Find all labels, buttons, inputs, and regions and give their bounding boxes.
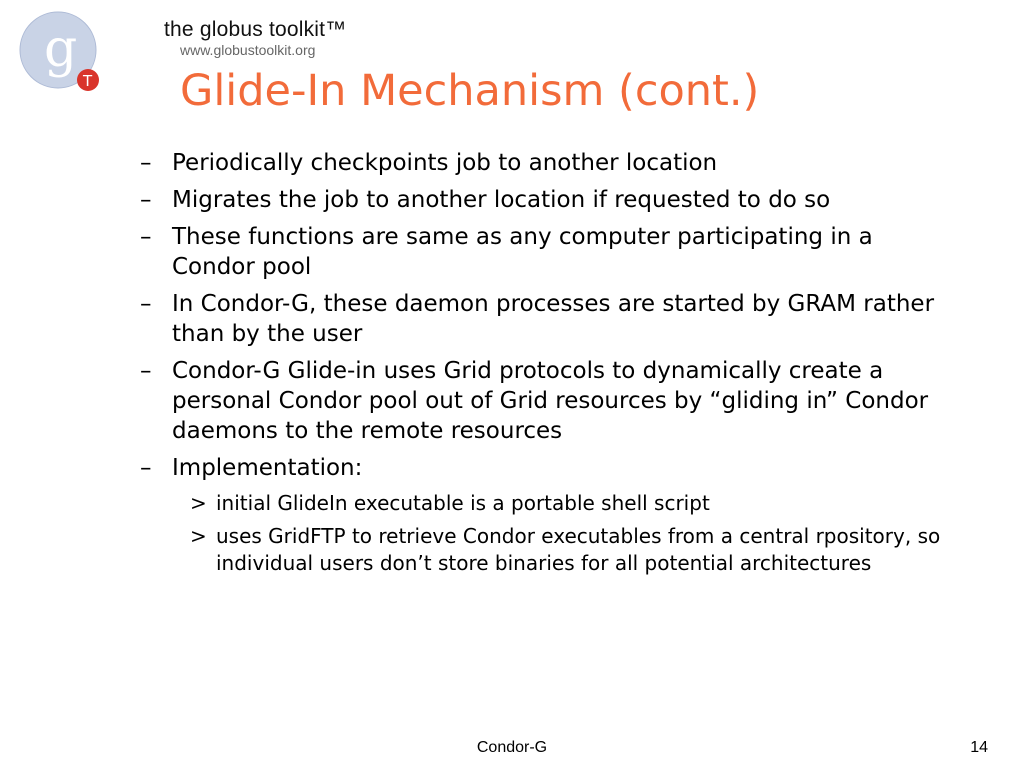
globus-g-icon — [14, 8, 164, 98]
chevron-marker: > — [190, 491, 207, 515]
sub-bullet-item — [140, 490, 960, 517]
chevron-marker: > — [190, 524, 207, 548]
dash-marker: – — [140, 291, 152, 317]
bullet-item — [140, 148, 960, 178]
logo-brand-text: the globus toolkit™ — [164, 18, 347, 41]
bullet-text: Periodically checkpoints job to another location — [172, 150, 718, 176]
bullet-text: Condor-G Glide-in uses Grid protocols to dynamically create a personal Condor pool out of Grid resources by “gliding in” Condor daemons to the remote resources — [172, 358, 929, 444]
bullet-item — [140, 289, 960, 349]
logo-url-text: www.globustoolkit.org — [180, 42, 316, 58]
dash-marker: – — [140, 150, 152, 176]
bullet-text: Migrates the job to another location if requested to do so — [172, 187, 831, 213]
slide-title: Glide-In Mechanism (cont.) — [180, 66, 760, 116]
footer-label: Condor-G — [476, 739, 548, 756]
logo-g-letter: g — [44, 19, 78, 79]
bullet-item — [140, 222, 960, 282]
dash-marker: – — [140, 358, 152, 384]
bullet-text: Implementation: — [172, 455, 363, 481]
bullet-text: These functions are same as any computer participating in a Condor pool — [172, 224, 873, 280]
dash-marker: – — [140, 187, 152, 213]
sub-bullet-text: uses GridFTP to retrieve Condor executables from a central rpository, so individual users don’t store binaries for all potential architectures — [216, 524, 941, 575]
dash-marker: – — [140, 224, 152, 250]
bullet-item — [140, 453, 960, 483]
bullet-text: In Condor-G, these daemon processes are started by GRAM rather than by the user — [172, 291, 935, 347]
logo-t-letter: T — [83, 72, 93, 90]
bullet-item — [140, 185, 960, 215]
slide-body — [140, 148, 960, 583]
bullet-item — [140, 356, 960, 446]
dash-marker: – — [140, 455, 152, 481]
sub-bullet-item — [140, 523, 960, 577]
page-number: 14 — [970, 739, 988, 756]
sub-bullet-text: initial GlideIn executable is a portable shell script — [216, 491, 710, 515]
